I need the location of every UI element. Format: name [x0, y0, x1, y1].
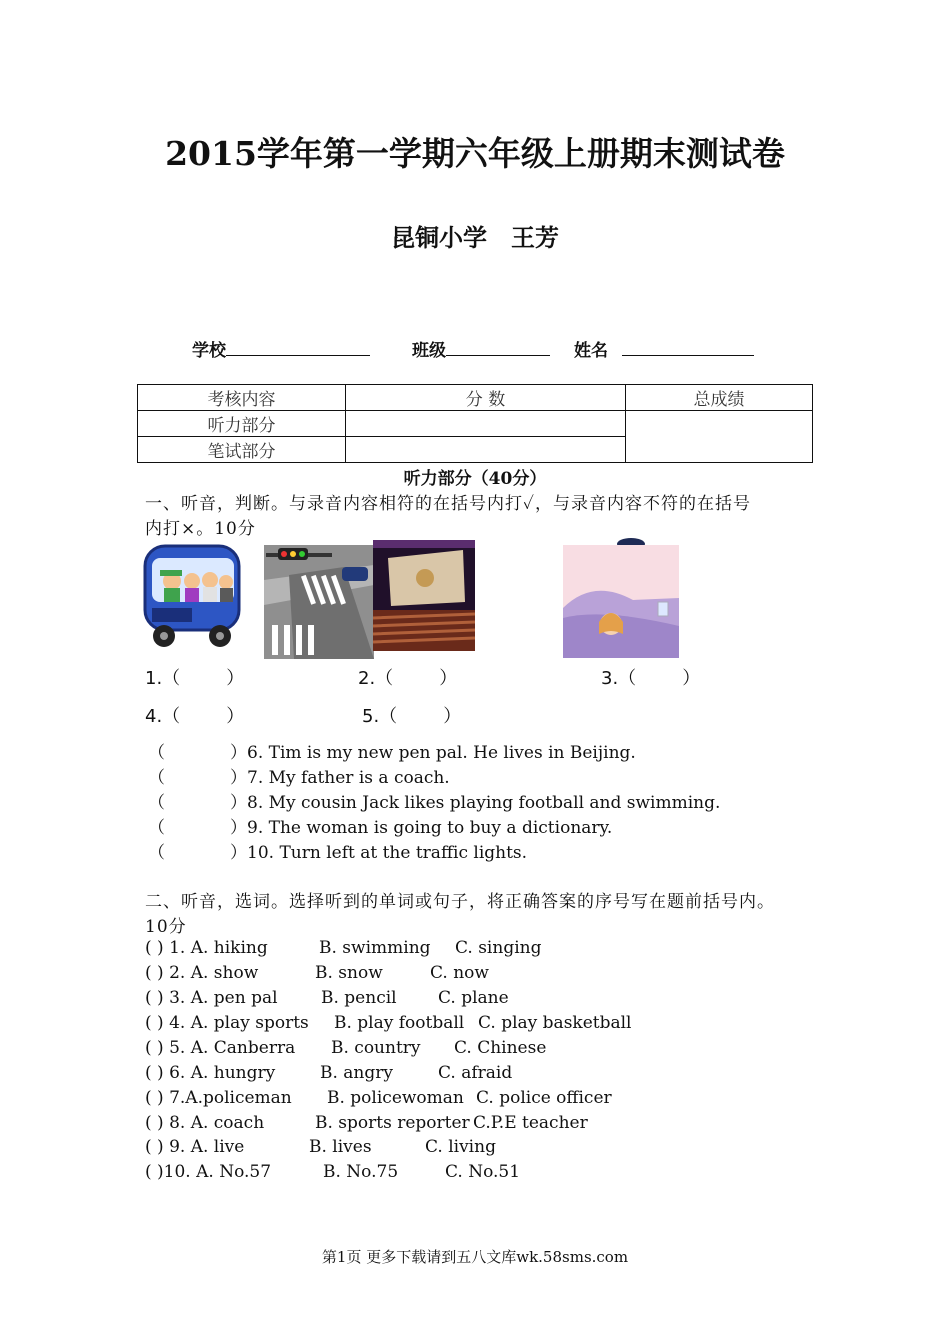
part2-instruction-line1: 二、听音，选词。选择听到的单词或句子，将正确答案的序号写在题前括号内。	[145, 892, 775, 912]
picture-label-4[interactable]	[145, 702, 244, 728]
score-cell-listening[interactable]	[346, 411, 626, 437]
picture-label-5-close: ）	[443, 706, 462, 727]
picture-label-4-open: 4.（	[145, 706, 181, 727]
choice-item-9-b: B. lives	[309, 1137, 372, 1157]
picture-label-3-open: 3.（	[601, 668, 637, 689]
statement-6-bracket: （	[148, 743, 165, 763]
page-title: 2015学年第一学期六年级上册期末测试卷	[165, 134, 785, 173]
name-field-label: 姓名	[574, 341, 608, 361]
picture-label-5[interactable]	[362, 702, 461, 728]
choice-item-7-b: B. policewoman	[327, 1088, 464, 1108]
score-cell-total[interactable]	[626, 411, 813, 463]
score-header-total: 总成绩	[626, 385, 813, 411]
picture-label-1-close: ）	[226, 668, 245, 689]
bus-picture	[142, 536, 244, 652]
cinema-icon	[373, 540, 475, 651]
name-field[interactable]	[574, 336, 754, 361]
choice-item-5-a: ( ) 5. A. Canberra	[145, 1038, 296, 1058]
teacher-name: 王芳	[511, 223, 559, 252]
choice-item-1-a: ( ) 1. A. hiking	[145, 938, 268, 958]
choice-item-4-a: ( ) 4. A. play sports	[145, 1013, 309, 1033]
score-header-content: 考核内容	[138, 385, 346, 411]
statement-6-text: ）6. Tim is my new pen pal. He lives in Beijing.	[230, 743, 636, 763]
statement-8-bracket: （	[148, 793, 165, 813]
picture-label-2-open: 2.（	[358, 668, 394, 689]
picture-label-2-close: ）	[439, 668, 458, 689]
choice-item-1-c: C. singing	[455, 938, 542, 958]
statement-8-text: ）8. My cousin Jack likes playing football and swimming.	[230, 793, 721, 813]
choice-item-6-a: ( ) 6. A. hungry	[145, 1063, 276, 1083]
choice-item-7-c: C. police officer	[476, 1088, 612, 1108]
choice-item-8-a: ( ) 8. A. coach	[145, 1113, 265, 1133]
picture-label-3[interactable]	[601, 664, 700, 690]
choice-item-9-c: C. living	[425, 1137, 496, 1157]
score-table	[137, 384, 813, 463]
choice-item-1-b: B. swimming	[319, 938, 431, 958]
class-field-label: 班级	[412, 341, 446, 361]
choice-item-10-b: B. No.75	[323, 1162, 399, 1182]
part2-instruction-line2: 10分	[145, 917, 187, 937]
bus-icon	[142, 536, 244, 652]
picture-label-1[interactable]	[145, 664, 244, 690]
choice-item-3-c: C. plane	[438, 988, 509, 1008]
score-cell-writing[interactable]	[346, 437, 626, 463]
class-field[interactable]	[412, 336, 550, 361]
subtitle	[0, 218, 950, 253]
page-footer: 第1页 更多下载请到五八文库wk.58sms.com	[321, 1248, 629, 1266]
choice-item-2-c: C. now	[430, 963, 489, 983]
choice-item-7-a: ( ) 7.A.policeman	[145, 1088, 292, 1108]
choice-item-4-b: B. play football	[334, 1013, 465, 1033]
statement-9-bracket: （	[148, 818, 165, 838]
statement-7-bracket: （	[148, 768, 165, 788]
choice-item-5-b: B. country	[331, 1038, 421, 1058]
traffic-light-icon	[264, 545, 374, 659]
cinema-picture	[373, 540, 475, 651]
listening-heading: 听力部分（40分）	[403, 469, 547, 489]
picture-label-3-close: ）	[682, 668, 701, 689]
picture-label-2[interactable]	[358, 664, 457, 690]
school-field[interactable]	[192, 336, 370, 361]
picture-label-1-open: 1.（	[145, 668, 181, 689]
choice-item-3-b: B. pencil	[321, 988, 397, 1008]
choice-item-5-c: C. Chinese	[454, 1038, 547, 1058]
choice-item-10-c: C. No.51	[445, 1162, 521, 1182]
statement-6[interactable]	[148, 738, 636, 763]
choice-item-6-c: C. afraid	[438, 1063, 513, 1083]
statement-7-text: ）7. My father is a coach.	[230, 768, 450, 788]
picture-label-4-close: ）	[226, 706, 245, 727]
part1-instruction-line2: 内打×。10分	[145, 519, 256, 539]
choice-item-8-c: C.P.E teacher	[473, 1113, 588, 1133]
choice-item-6-b: B. angry	[320, 1063, 393, 1083]
statement-10-bracket: （	[148, 843, 165, 863]
choice-item-2-a: ( ) 2. A. show	[145, 963, 259, 983]
score-header-score: 分 数	[346, 385, 626, 411]
statement-7[interactable]	[148, 763, 450, 788]
statement-10[interactable]	[148, 838, 527, 863]
traffic-light-picture	[264, 545, 374, 659]
choice-item-3-a: ( ) 3. A. pen pal	[145, 988, 278, 1008]
score-row-listening: 听力部分	[138, 411, 346, 437]
school-field-label: 学校	[192, 341, 226, 361]
part1-instruction-line1: 一、听音，判断。与录音内容相符的在括号内打✓，与录音内容不符的在括号	[145, 494, 751, 514]
picture-label-5-open: 5.（	[362, 706, 398, 727]
school-name: 昆铜小学	[391, 223, 487, 252]
statement-10-text: ）10. Turn left at the traffic lights.	[230, 843, 528, 863]
choice-item-4-c: C. play basketball	[478, 1013, 632, 1033]
bed-icon	[563, 538, 679, 658]
sleeping-girl-picture	[563, 538, 679, 658]
statement-9[interactable]	[148, 813, 612, 838]
statement-8[interactable]	[148, 788, 720, 813]
choice-item-8-b: B. sports reporter	[315, 1113, 470, 1133]
choice-item-2-b: B. snow	[315, 963, 383, 983]
choice-item-10-a: ( )10. A. No.57	[145, 1162, 272, 1182]
statement-9-text: ）9. The woman is going to buy a dictionary.	[230, 818, 613, 838]
score-row-writing: 笔试部分	[138, 437, 346, 463]
choice-item-9-a: ( ) 9. A. live	[145, 1137, 245, 1157]
